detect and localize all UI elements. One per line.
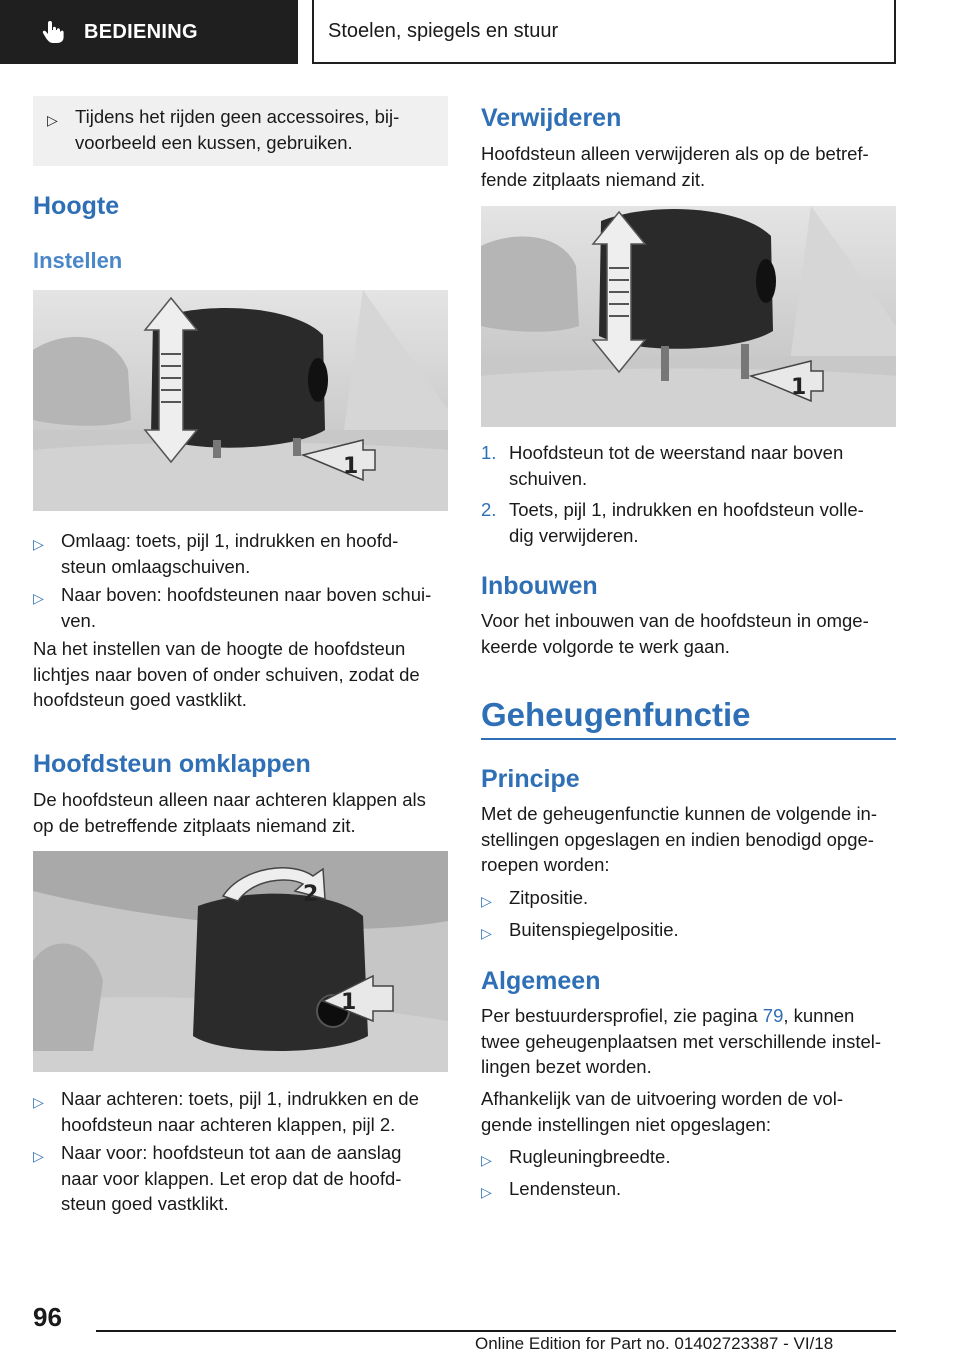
paragraph bbox=[481, 801, 896, 878]
heading-inbouwen: Inbouwen bbox=[481, 572, 598, 600]
heading-geheugenfunctie: Geheugenfunctie bbox=[481, 696, 751, 733]
list-item bbox=[481, 1144, 896, 1174]
paragraph-line: gende instellingen niet opgeslagen: bbox=[481, 1113, 772, 1135]
paragraph-line: lichtjes naar boven of onder schuiven, zodat de bbox=[33, 663, 420, 685]
step-number: 2. bbox=[481, 499, 497, 520]
list-item bbox=[481, 885, 896, 915]
edition-text: Online Edition for Part no. 01402723387 - VI/18 bbox=[475, 1334, 834, 1353]
paragraph-line bbox=[481, 1003, 896, 1029]
numbered-item bbox=[481, 440, 896, 491]
list-item-line: Zitpositie. bbox=[509, 887, 589, 908]
note-box bbox=[33, 96, 448, 166]
list-item-line: Omlaag: toets, pijl 1, indrukken en hoofd- bbox=[61, 530, 399, 551]
list-item-line: Buitenspiegelpositie. bbox=[509, 919, 679, 940]
paragraph bbox=[33, 636, 448, 713]
list-item-line: Naar voor: hoofdsteun tot aan de aanslag bbox=[61, 1142, 402, 1163]
paragraph-line: Na het instellen van de hoogte de hoofdsteun bbox=[33, 638, 406, 659]
paragraph-line: Hoofdsteun alleen verwijderen als op de betref- bbox=[481, 143, 869, 164]
heading-verwijderen: Verwijderen bbox=[481, 104, 622, 132]
list-item-line: steun goed vastklikt. bbox=[61, 1193, 229, 1214]
list-item bbox=[481, 917, 896, 947]
page-link[interactable]: 79 bbox=[762, 1005, 784, 1026]
page-number: 96 bbox=[33, 1302, 62, 1332]
paragraph-line: roepen worden: bbox=[481, 854, 610, 875]
section-title: BEDIENING bbox=[84, 20, 198, 43]
list-item-line: Hoofdsteun tot de weerstand naar boven bbox=[509, 442, 844, 463]
section-tab bbox=[0, 0, 298, 64]
figure-label: 2 bbox=[303, 882, 319, 907]
heading-hoogte: Hoogte bbox=[33, 192, 120, 220]
triangle-right-icon: ▷ bbox=[481, 893, 492, 909]
list-item-line: Naar boven: hoofdsteunen naar boven schui- bbox=[61, 584, 432, 605]
paragraph-line: lingen bezet worden. bbox=[481, 1056, 652, 1077]
triangle-right-icon: ▷ bbox=[33, 590, 44, 606]
paragraph bbox=[481, 1003, 896, 1080]
paragraph-line: De hoofdsteun alleen naar achteren klappen als bbox=[33, 789, 426, 810]
list-item-line: steun omlaagschuiven. bbox=[61, 555, 251, 577]
paragraph-line: stellingen opgeslagen en indien benodigd opge- bbox=[481, 828, 874, 850]
triangle-right-icon: ▷ bbox=[481, 925, 492, 941]
paragraph bbox=[33, 787, 448, 838]
paragraph bbox=[481, 608, 896, 659]
list-item bbox=[481, 1176, 896, 1206]
list-item-line: Rugleuningbreedte. bbox=[509, 1146, 671, 1167]
chapter-title: Stoelen, spiegels en stuur bbox=[312, 0, 896, 64]
figure-headrest-fold bbox=[33, 851, 448, 1072]
triangle-right-icon: ▷ bbox=[33, 1148, 44, 1164]
paragraph-line: hoofdsteun goed vastklikt. bbox=[33, 689, 247, 710]
figure-headrest-remove bbox=[481, 206, 896, 427]
step-number: 1. bbox=[481, 442, 497, 463]
figure-headrest-height bbox=[33, 290, 448, 511]
numbered-item bbox=[481, 497, 896, 548]
triangle-right-icon: ▷ bbox=[481, 1184, 492, 1200]
list-item-line: naar voor klappen. Let erop dat de hoofd- bbox=[61, 1167, 402, 1189]
heading-rule bbox=[481, 738, 896, 740]
triangle-right-icon: ▷ bbox=[33, 1094, 44, 1110]
list-item bbox=[33, 528, 448, 579]
paragraph-line: fende zitplaats niemand zit. bbox=[481, 168, 706, 190]
list-item bbox=[33, 1140, 448, 1217]
paragraph-line: Voor het inbouwen van de hoofdsteun in omge- bbox=[481, 610, 869, 631]
footer-rule bbox=[96, 1330, 896, 1332]
triangle-right-icon: ▷ bbox=[481, 1152, 492, 1168]
text-run: , kunnen bbox=[783, 1005, 855, 1026]
hand-pointer-icon bbox=[40, 19, 66, 45]
note-line: Tijdens het rijden geen accessoires, bij- bbox=[75, 106, 400, 127]
triangle-right-icon: ▷ bbox=[47, 112, 58, 128]
list-item-line: schuiven. bbox=[509, 467, 588, 489]
list-item-line: ven. bbox=[61, 609, 96, 631]
text-run: Per bestuurdersprofiel, zie pagina bbox=[481, 1005, 763, 1026]
figure-label: 1 bbox=[343, 454, 359, 479]
paragraph bbox=[481, 1086, 896, 1137]
paragraph-line: keerde volgorde te werk gaan. bbox=[481, 635, 730, 657]
heading-omklappen: Hoofdsteun omklappen bbox=[33, 750, 311, 778]
figure-label: 1 bbox=[341, 990, 357, 1015]
paragraph bbox=[481, 141, 896, 192]
list-item-line: Toets, pijl 1, indrukken en hoofdsteun volle- bbox=[509, 499, 864, 520]
paragraph-line: twee geheugenplaatsen met verschillende instel- bbox=[481, 1030, 882, 1052]
triangle-right-icon: ▷ bbox=[33, 536, 44, 552]
note-line: voorbeeld een kussen, gebruiken. bbox=[75, 131, 353, 153]
list-item-line: Lendensteun. bbox=[509, 1178, 622, 1199]
list-item-line: hoofdsteun naar achteren klappen, pijl 2. bbox=[61, 1113, 396, 1135]
heading-instellen: Instellen bbox=[33, 248, 123, 273]
figure-label: 1 bbox=[791, 375, 807, 400]
paragraph-line: op de betreffende zitplaats niemand zit. bbox=[33, 814, 356, 836]
paragraph-line: Afhankelijk van de uitvoering worden de vol- bbox=[481, 1088, 843, 1109]
list-item bbox=[33, 582, 448, 633]
heading-algemeen: Algemeen bbox=[481, 967, 601, 995]
heading-principe: Principe bbox=[481, 765, 580, 793]
list-item-line: Naar achteren: toets, pijl 1, indrukken en de bbox=[61, 1088, 419, 1109]
list-item bbox=[33, 1086, 448, 1137]
list-item-line: dig verwijderen. bbox=[509, 524, 639, 546]
paragraph-line: Met de geheugenfunctie kunnen de volgende in- bbox=[481, 803, 877, 824]
